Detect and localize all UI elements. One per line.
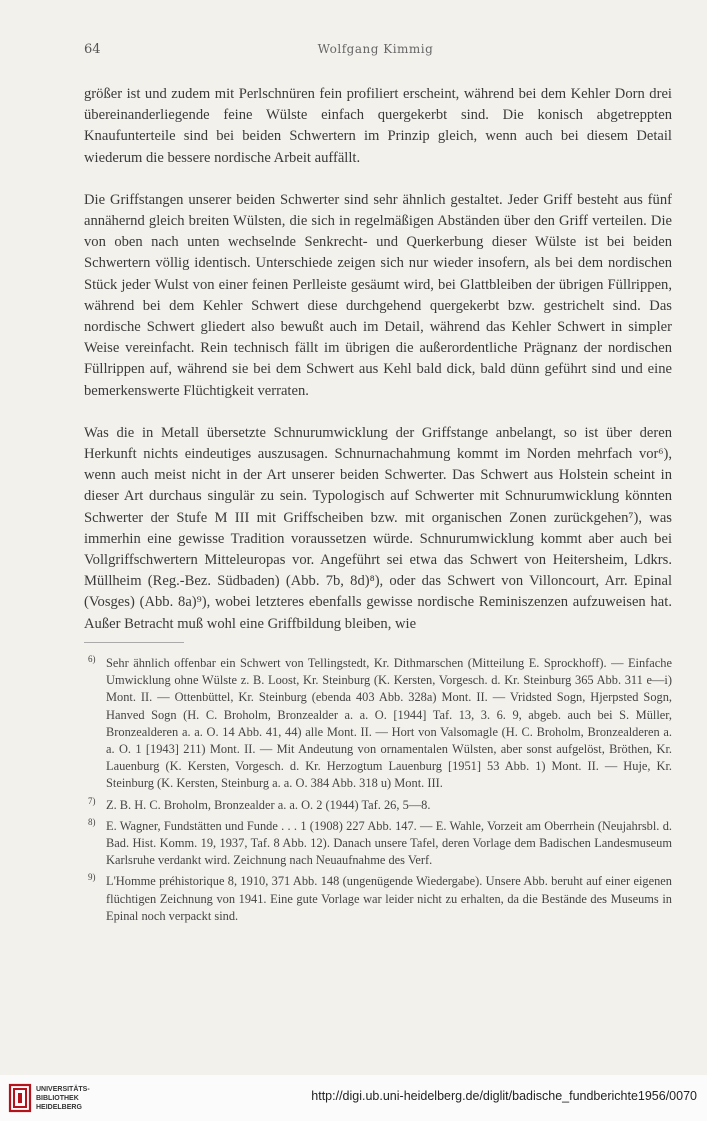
footnote-text: Sehr ähnlich offenbar ein Schwert von Tellingstedt, Kr. Dithmarschen (Mitteilung E. Sprockhoff). — Einfache Umwicklung ohne Wülste z. B. Loost, Kr. Steinburg (K. Kersten, Vorgesch. d. Kr. Steinburg 365 Abb. 311 e—i) Mont. II. — Ottenbüttel, Kr. Steinburg (ebenda 403 Abb. 328a) Mont. II. — Vridsted Sogn, Hjerpsted Sogn, Hanved Sogn (H. C. Broholm, Bronzealder a. a. O. [1944] Taf. 13, 3. 6. 9, abgeb. auch bei S. Müller, Bronzealderen a. a. O. 14 Abb. 41, 44) alle Mont. II. — Hort von Valsomagle (H. C. Broholm, Bronzealderen a. a. O. 1 [1943] 211) Mont. II. — Mit Andeutung von ornamentalen Wülsten, aber sonst aufgelöst, Bröthen, Kr. Lauenburg (K. Kersten, Vorgesch. d. Kr. Herzogtum Lauenburg [1951] 53 Abb. 1) Mont. II. — Huje, Kr. Steinburg (K. Kersten, Steinburg a. a. O. 384 Abb. 318 u) Mont. III.	[106, 656, 672, 791]
library-emblem-icon	[8, 1083, 32, 1113]
footnote-mark: 7)	[88, 795, 96, 806]
footnote-text: E. Wagner, Fundstätten und Funde . . . 1 (1908) 227 Abb. 147. — E. Wahle, Vorzeit am Oberrhein (Neujahrsbl. d. Bad. Hist. Komm. 19, 1937, Taf. 8 Abb. 12). Danach unsere Tafel, deren Vorlage dem Badischen Landesmuseum Karlsruhe verdankt wird. Zeichnung nach Neuaufnahme des Verf.	[106, 818, 672, 868]
source-url-link[interactable]: http://digi.ub.uni-heidelberg.de/diglit/badische_fundberichte1956/0070	[311, 1089, 697, 1103]
library-name: UNIVERSITÄTS- BIBLIOTHEK HEIDELBERG	[36, 1086, 90, 1111]
main-text	[84, 84, 672, 656]
footnote-mark: 6)	[88, 654, 96, 664]
digitization-footer	[0, 1075, 707, 1121]
page-number: 64	[84, 42, 101, 57]
footnote	[84, 818, 672, 870]
running-header	[84, 42, 667, 60]
footnote	[84, 797, 672, 814]
paragraph: Was die in Metall übersetzte Schnurumwicklung der Griffstange anbelangt, so ist über deren Herkunft nichts eindeutiges auszusagen. Schnurnachahmung kommt im Norden mehrfach vor⁶), wenn auch meist nicht in der Art unserer beiden Schwerter. Das Schwert aus Holstein scheint in dieser Art durchaus singulär zu sein. Typologisch auf Schwerter mit Schnurumwicklung könnten Schwerter der Stufe M III mit Griffscheiben bzw. mit organischen Zonen zurückgehen⁷), was immerhin eine gewisse Tradition voraussetzen würde. Schnurumwicklung kommt aber auch bei Vollgriffschwertern Mitteleuropas vor. Angeführt sei etwa das Schwert von Heitersheim, Ldkrs. Müllheim (Reg.-Bez. Südbaden) (Abb. 7b, 8d)⁸), oder das Schwert von Villoncourt, Arr. Epinal (Vosges) (Abb. 8a)⁹), wobei letzteres ebenfalls gewisse nordische Reminiszenzen aufzuweisen hat. Außer Betracht muß wohl eine Griffbildung bleiben, wie	[84, 424, 672, 632]
footnote-text: Z. B. H. C. Broholm, Bronzealder a. a. O. 2 (1944) Taf. 26, 5—8.	[106, 797, 431, 812]
paragraph: größer ist und zudem mit Perlschnüren fein profiliert erscheint, während bei dem Kehler Dorn drei übereinanderliegende feine Wülste einfach quergekerbt sind. Die konisch abgetreppten Knaufunterteile sind bei beiden Schwertern im Prinzip gleich, wenn auch bei diesem Detail wiederum die bessere nordische Arbeit auffällt.	[84, 86, 672, 166]
footnote	[84, 655, 672, 793]
footnote-mark: 9)	[88, 872, 96, 883]
footnote-divider	[84, 642, 184, 643]
footnote-mark: 8)	[88, 816, 96, 827]
library-logo[interactable]	[8, 1083, 88, 1115]
footnotes	[84, 655, 672, 929]
footnote	[84, 873, 672, 925]
paragraph: Die Griffstangen unserer beiden Schwerter sind sehr ähnlich gestaltet. Jeder Griff besteht aus fünf annähernd gleich breiten Wülsten, die sich in regelmäßigen Abständen über den Griff verteilen. Die von oben nach unten wechselnde Senkrecht- und Querkerbung dieser Wülste ist bei beiden Schwertern völlig identisch. Unterschiede zeigen sich nur wieder insofern, als bei dem nordischen Stück jeder Wulst von einer feinen Perlleiste gesäumt wird, bei Glattbleiben der übrigen Füllrippen, während bei dem Kehler Schwert diese durchgehend quergekerbt bzw. gestrichelt sind. Das nordische Schwert gliedert also bewußt auch im Detail, während das Kehler Schwert in simpler Weise vereinfacht. Rein technisch fällt im übrigen die außerordentliche Prägnanz der nordischen Füllrippen auf, während sie bei dem Schwert aus Kehl bald dick, bald dünn geführt sind und eine bemerkenswerte Flüchtigkeit verraten.	[84, 191, 672, 399]
footnote-text: L'Homme préhistorique 8, 1910, 371 Abb. 148 (ungenügende Wiedergabe). Unsere Abb. beruht auf einer eigenen flüchtigen Zeichnung von 1941. Eine gute Vorlage war leider nicht zu erhalten, da die Bestände des Museums in Epinal noch verpackt sind.	[106, 874, 672, 923]
running-author: Wolfgang Kimmig	[317, 42, 434, 56]
